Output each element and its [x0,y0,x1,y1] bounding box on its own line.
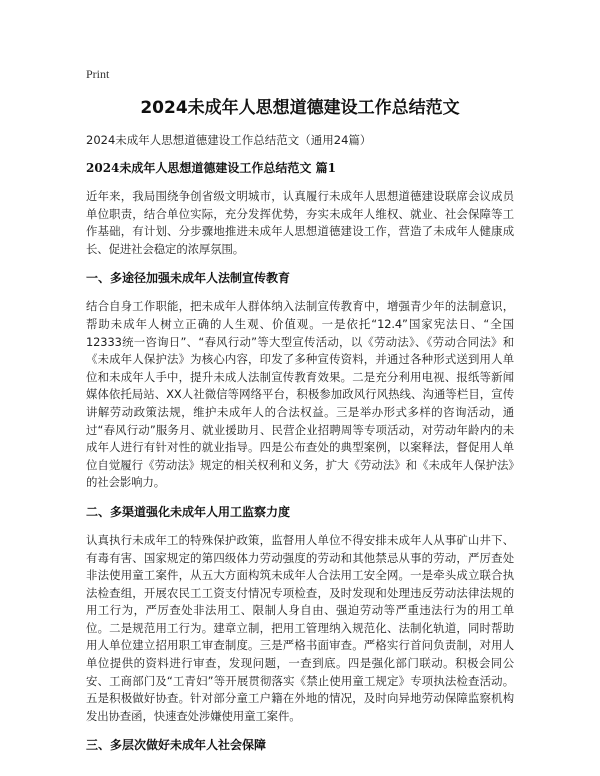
section-title: 2024未成年人思想道德建设工作总结范文 篇1 [86,161,336,175]
paragraph-legal-education: 结合自身工作职能，把未成年人群体纳入法制宣传教育中，增强青少年的法制意识，帮助未成年人树立正确的人生观、价值观。一是依托“12.4”国家宪法日、“全国12333统一咨询日”、“春风行动”等大型宣传活动，以《劳动法》、《劳动合同法》和《未成年人保护法》为核心内容，印发了多种宣传资料，并通过各种形式送到用人单位和未成年人手中，提升未成人法制宣传教育效果。二是充分利用电视、报纸等新闻媒体依托局站、XX人社微信等网络平台，积极参加政风行风热线、沟通等栏目，宣传讲解劳动政策法规，维护未成年人的合法权益。三是举办形式多样的咨询活动，通过“春风行动”服务月、就业援助月、民营企业招聘周等专项活动，对劳动年龄内的未成年人进行有针对性的就业指导。四是公布查处的典型案例，以案释法，督促用人单位自觉履行《劳动法》规定的相关权利和义务，扩大《劳动法》和《未成年人保护法》的社会影响力。 [86,299,514,490]
print-link[interactable]: Print [86,67,110,81]
heading-labor-supervision: 二、多渠道强化未成年人用工监察力度 [86,504,291,519]
heading-social-security: 三、多层次做好未成年人社会保障 [86,738,267,753]
document-subtitle: 2024未成年人思想道德建设工作总结范文（通用24篇） [86,133,372,147]
heading-legal-education: 一、多途径加强未成年人法制宣传教育 [86,271,291,286]
paragraph-labor-supervision: 认真执行未成年工的特殊保护政策，监督用人单位不得安排未成年人从事矿山井下、有毒有害、国家规定的第四级体力劳动强度的劳动和其他禁忌从事的劳动，严厉查处非法使用童工案件，从五大方面构筑未成年人合法用工安全网。一是牵头成立联合执法检查组，开展农民工工资支付情况专项检查，及时发现和处理违反劳动法律法规的用工行为，严厉查处非法用工、限制人身自由、强迫劳动等严重违法行为的用工单位。二是规范用工行为。建章立制，把用工管理纳入规范化、法制化轨道，同时帮助用人单位建立招用职工审查制度。三是严格书面审查。严格实行首问负责制，对用人单位提供的资料进行审查，发现问题，一查到底。四是强化部门联动。积极会同公安、工商部门及“工青妇”等开展贯彻落实《禁止使用童工规定》专项执法检查活动。五是积极做好协查。针对部分童工户籍在外地的情况，及时向异地劳动保障监察机构发出协查函，快速查处涉嫌使用童工案件。 [86,532,514,723]
document-title: 2024未成年人思想道德建设工作总结范文 [140,98,460,118]
intro-paragraph: 近年来，我局围绕争创省级文明城市，认真履行未成年人思想道德建设联席会议成员单位职责，结合单位实际，充分发挥优势，夯实未成年人维权、就业、社会保障等工作基础，有计划、分步骤地推进未成年人思想道德建设工作，营造了未成年人健康成长、促进社会稳定的浓厚氛围。 [86,189,514,256]
